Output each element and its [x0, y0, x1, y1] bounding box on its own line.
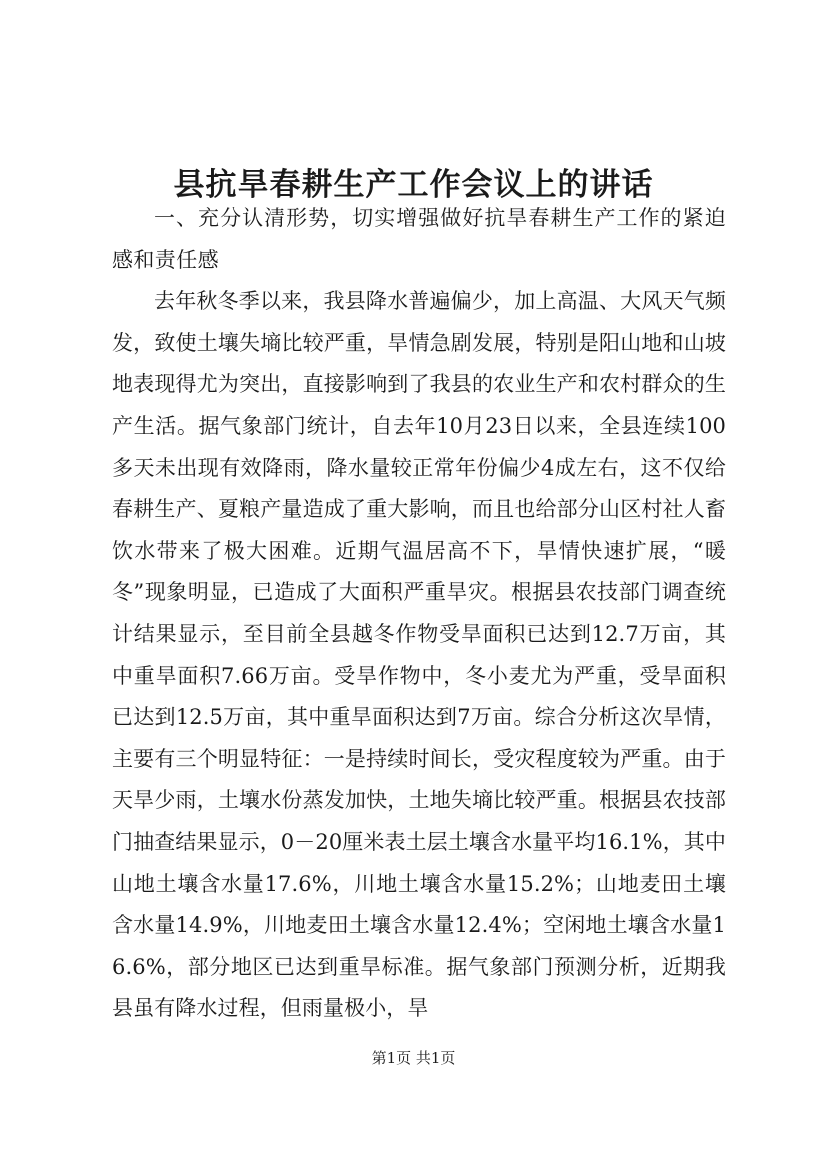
section-heading: 一、充分认清形势，切实增强做好抗旱春耕生产工作的紧迫感和责任感 [112, 206, 726, 272]
document-title: 县抗旱春耕生产工作会议上的讲话 [173, 166, 654, 203]
page-footer: 第1页 共1页 [371, 1049, 456, 1067]
body-paragraph: 去年秋冬季以来，我县降水普遍偏少，加上高温、大风天气频发，致使土壤失墒比较严重，旱情急剧发展，特别是阳山地和山坡地表现得尤为突出，直接影响到了我县的农业生产和农村群众的生产生活。据气象部门统计，自去年10月23日以来，全县连续100多天未出现有效降雨，降水量较正常年份偏少4成左右，这不仅给春耕生产、夏粮产量造成了重大影响，而且也给部分山区村社人畜饮水带来了极大困难。近期气温居高不下，旱情快速扩展，“暖冬”现象明显，已造成了大面积严重旱灾。根据县农技部门调查统计结果显示，至目前全县越冬作物受旱面积已达到12.7万亩，其中重旱面积7.66万亩。受旱作物中，冬小麦尤为严重，受旱面积已达到12.5万亩，其中重旱面积达到7万亩。综合分析这次旱情，主要有三个明显特征：一是持续时间长，受灾程度较为严重。由于天旱少雨，土壤水份蒸发加快，土地失墒比较严重。根据县农技部门抽查结果显示，0－20厘米表土层土壤含水量平均16.1%，其中山地土壤含水量17.6%，川地土壤含水量15.2%；山地麦田土壤含水量14.9%，川地麦田土壤含水量12.4%；空闲地土壤含水量16.6%，部分地区已达到重旱标准。据气象部门预测分析，近期我县虽有降水过程，但雨量极小，旱 [112, 289, 726, 1021]
document-body [112, 198, 726, 1030]
